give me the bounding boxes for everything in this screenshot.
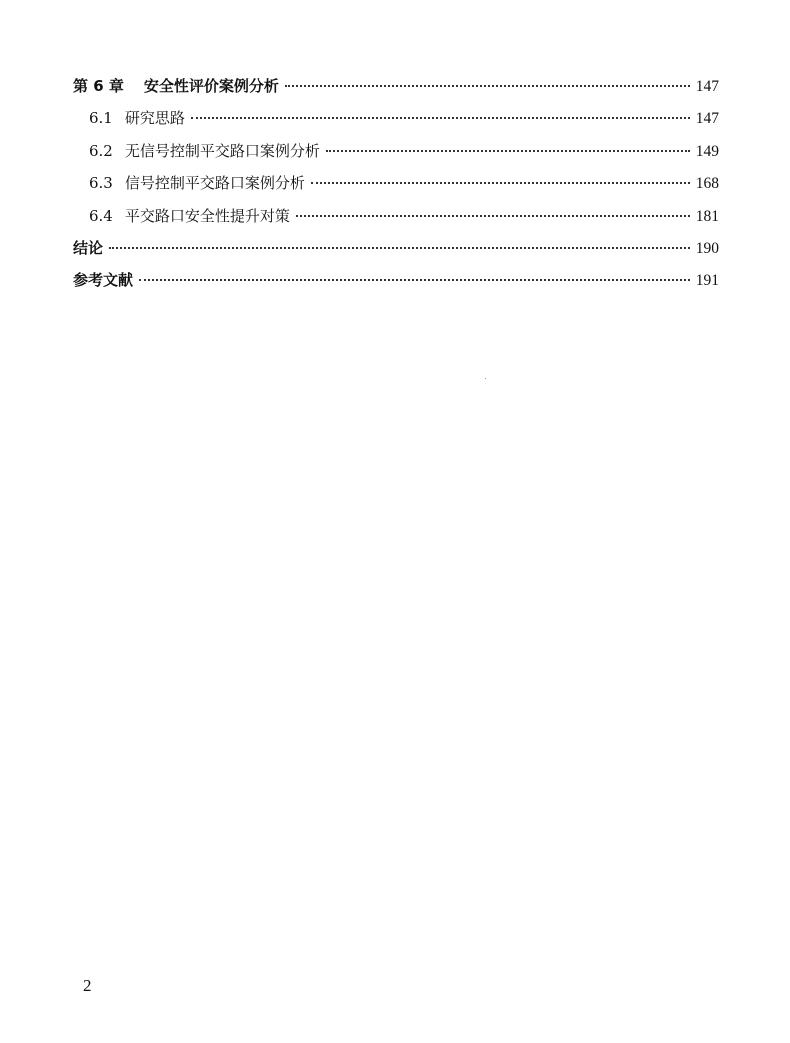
toc-entry-number: 6.2 bbox=[89, 141, 113, 160]
toc-entry-conclusion[interactable] bbox=[73, 232, 719, 264]
toc-entry-section-6-3[interactable] bbox=[73, 167, 719, 199]
dot-leader bbox=[285, 84, 690, 87]
toc-entry-page: 147 bbox=[695, 78, 719, 95]
toc-entry-page: 147 bbox=[695, 110, 719, 128]
dot-leader bbox=[326, 149, 690, 152]
toc-entry-title: 结论 bbox=[73, 238, 104, 257]
toc-entry-number: 6.1 bbox=[89, 109, 113, 128]
toc-entry-title: 安全性评价案例分析 bbox=[143, 77, 279, 95]
dot-leader bbox=[109, 246, 690, 249]
toc-entry-title: 参考文献 bbox=[73, 271, 134, 290]
dot-leader bbox=[296, 214, 690, 217]
dot-leader bbox=[311, 181, 690, 184]
toc-entry-references[interactable] bbox=[73, 264, 719, 296]
toc-entry-title: 信号控制平交路口案例分析 bbox=[124, 174, 305, 193]
toc-entry-title: 无信号控制平交路口案例分析 bbox=[124, 141, 320, 160]
toc-entry-section-6-4[interactable] bbox=[73, 200, 719, 232]
toc-entry-section-6-2[interactable] bbox=[73, 135, 719, 167]
toc-entry-chapter-6[interactable] bbox=[73, 70, 719, 102]
scan-speck bbox=[485, 378, 486, 379]
toc-entry-number: 6.4 bbox=[89, 206, 113, 225]
toc-entry-page: 190 bbox=[695, 239, 719, 257]
toc-entry-page: 149 bbox=[695, 142, 719, 160]
table-of-contents bbox=[73, 70, 719, 297]
dot-leader bbox=[191, 116, 690, 119]
toc-entry-title: 平交路口安全性提升对策 bbox=[124, 206, 290, 225]
page-number: 2 bbox=[83, 976, 92, 995]
toc-entry-number: 6.3 bbox=[89, 174, 113, 193]
toc-entry-section-6-1[interactable] bbox=[73, 102, 719, 134]
toc-entry-title: 研究思路 bbox=[124, 109, 185, 128]
toc-entry-page: 181 bbox=[695, 207, 719, 225]
toc-entry-page: 168 bbox=[695, 175, 719, 193]
dot-leader bbox=[139, 278, 690, 281]
toc-entry-number: 第 6 章 bbox=[73, 77, 124, 95]
toc-entry-page: 191 bbox=[695, 272, 719, 290]
